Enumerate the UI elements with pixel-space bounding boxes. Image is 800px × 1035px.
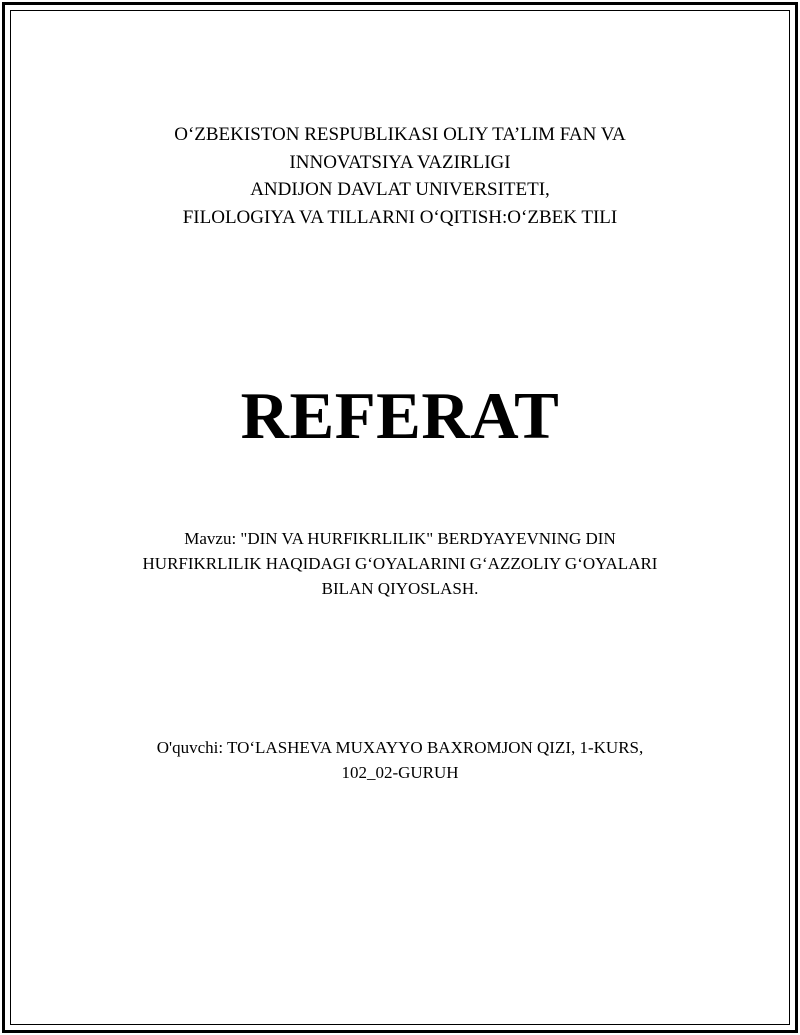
header-line-ministry-2: INNOVATSIYA VAZIRLIGI [289, 151, 511, 173]
header-line-ministry-1: O‘ZBEKISTON RESPUBLIKASI OLIY TA’LIM FAN VA [174, 124, 626, 145]
topic-line-1: Mavzu: "DIN VA HURFIKRLILIK" BERDYAYEVNING DIN [184, 529, 616, 548]
student-line-1: O'quvchi: TO‘LASHEVA MUXAYYO BAXROMJON QIZI, 1-KURS, [156, 738, 644, 757]
topic-line-3: BILAN QIYOSLASH. [321, 579, 479, 598]
header-line-university: ANDIJON DAVLAT UNIVERSITETI, [250, 179, 550, 200]
topic-line-2: HURFIKRLILIK HAQIDAGI G‘OYALARINI G‘AZZOLIY G‘OYALARI [142, 554, 658, 573]
document-title: REFERAT [240, 379, 560, 453]
student-line-2: 102_02-GURUH [341, 763, 459, 782]
institution-header [0, 121, 800, 231]
topic-block [0, 526, 800, 601]
student-info [0, 735, 800, 785]
header-line-faculty: FILOLOGIYA VA TILLARNI O‘QITISH:O‘ZBEK TILI [182, 206, 618, 228]
